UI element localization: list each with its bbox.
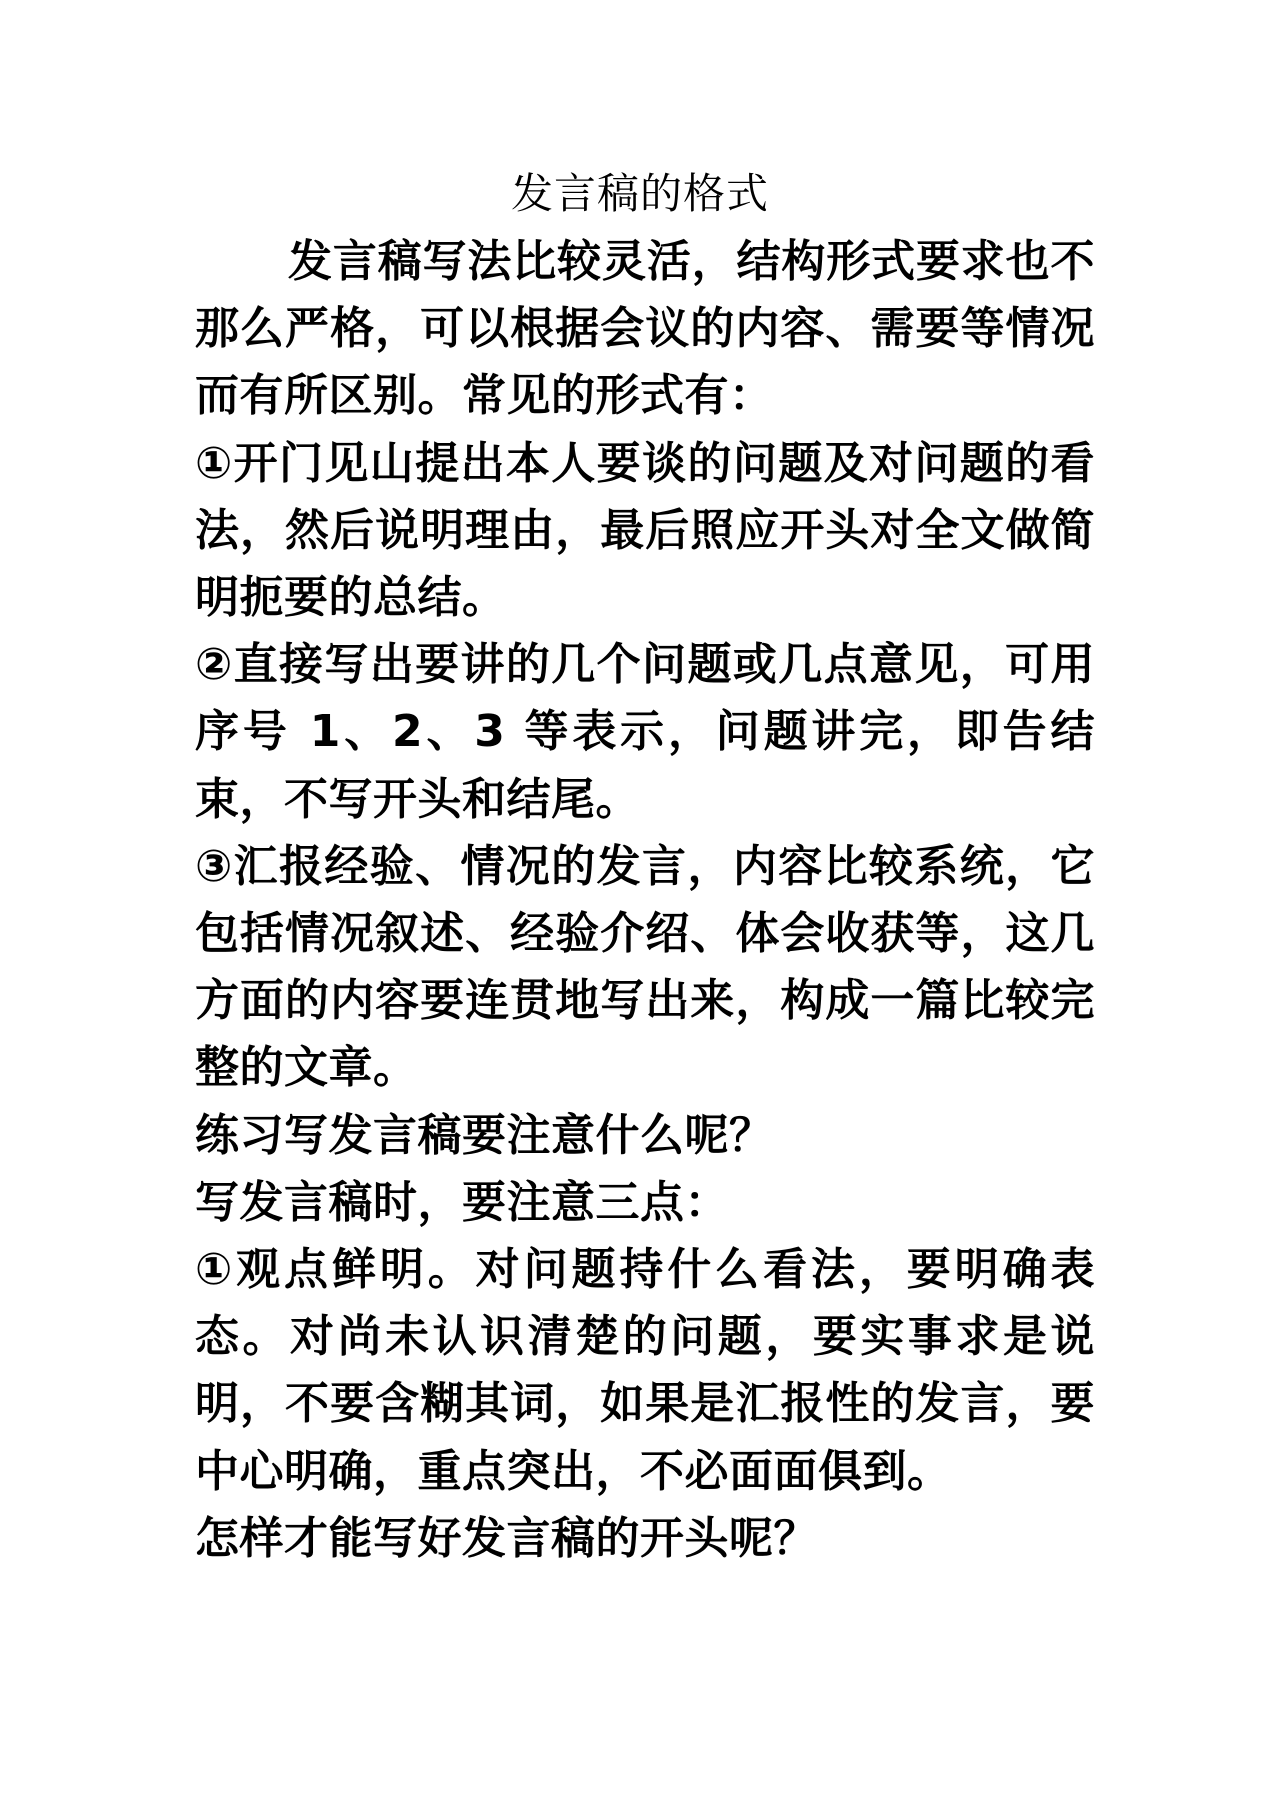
document-body — [195, 228, 1095, 1572]
paragraph-answer-intro: 写发言稿时，要注意三点： — [195, 1176, 729, 1228]
paragraph-point-1: ①观点鲜明。对问题持什么看法，要明确表态。对尚未认识清楚的问题，要实事求是说明，不要含糊其词，如果是汇报性的发言，要中心明确，重点突出，不必面面俱到。 — [195, 1244, 1095, 1497]
page-title: 发言稿的格式 — [510, 169, 769, 218]
paragraph-question-2: 怎样才能写好发言稿的开头呢？ — [195, 1512, 818, 1564]
paragraph-question-1: 练习写发言稿要注意什么呢？ — [195, 1109, 774, 1161]
paragraph-intro: 发言稿写法比较灵活，结构形式要求也不那么严格，可以根据会议的内容、需要等情况而有所区别。常见的形式有： — [195, 236, 1095, 422]
paragraph-form-1: ①开门见山提出本人要谈的问题及对问题的看法，然后说明理由，最后照应开头对全文做简明扼要的总结。 — [195, 437, 1095, 624]
paragraph-form-2: ②直接写出要讲的几个问题或几点意见，可用序号 1、2、3 等表示，问题讲完，即告结束，不写开头和结尾。 — [195, 639, 1095, 825]
paragraph-form-3: ③汇报经验、情况的发言，内容比较系统，它包括情况叙述、经验介绍、体会收获等，这几方面的内容要连贯地写出来，构成一篇比较完整的文章。 — [195, 840, 1095, 1094]
